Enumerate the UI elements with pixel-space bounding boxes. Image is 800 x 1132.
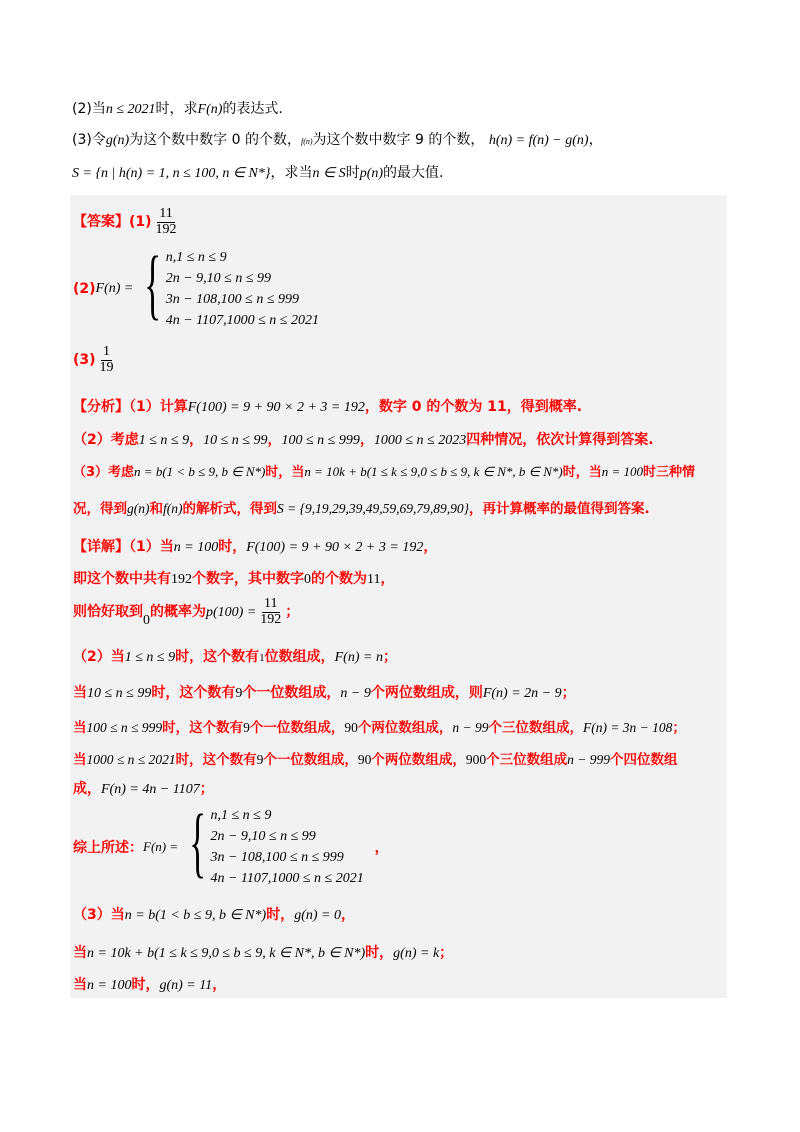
math: 1 ≤ n ≤ 9: [124, 650, 176, 665]
case-row: 2n − 9,10 ≤ n ≤ 99: [165, 271, 272, 286]
detail-line-12: [73, 974, 226, 994]
math: g(n) = k: [393, 946, 440, 961]
text: ；: [382, 649, 397, 665]
summary-cases: [183, 798, 364, 889]
math: 1000 ≤ n ≤ 2023: [373, 433, 467, 448]
math: n − 999: [567, 752, 610, 767]
text: 当: [73, 685, 87, 701]
text: ；: [561, 685, 576, 701]
q3-g-desc: 为这个数中数字 0 的个数，: [129, 132, 301, 148]
answer-1-tag: (1): [129, 214, 152, 231]
text: 个三位数组成: [486, 752, 568, 768]
q3-mid: ，求当: [270, 165, 313, 181]
math: n = 100: [87, 978, 132, 993]
text: 时，当: [265, 465, 305, 480]
text: ，: [212, 977, 227, 993]
detail-line-5: [73, 682, 576, 702]
fraction-numerator: 1: [103, 344, 111, 359]
math: 10 ≤ n ≤ 99: [203, 433, 268, 448]
text: 个四位数组: [609, 752, 678, 768]
fraction-numerator: 11: [264, 596, 278, 611]
fraction-denominator: 19: [99, 359, 114, 375]
math: 100 ≤ n ≤ 999: [86, 720, 163, 735]
math: 1000 ≤ n ≤ 2021: [86, 752, 176, 767]
text: 时，: [131, 977, 160, 993]
answer-1-fraction: [154, 207, 179, 237]
math: n = 10k + b(1 ≤ k ≤ 9,0 ≤ b ≤ 9, k ∈ N*, b ∈ N*): [87, 946, 366, 961]
analysis-line-1: [73, 396, 582, 416]
text: 个两位数组成，: [371, 752, 466, 768]
text: 位数组成，: [264, 649, 335, 665]
text: （1）计算: [129, 399, 188, 415]
q3-p: p(n): [359, 166, 384, 181]
text: 时，: [365, 945, 394, 961]
math: n − 9: [340, 686, 371, 701]
math: F(n) = 4n − 1107: [101, 782, 200, 797]
analysis-label: 【分析】: [73, 399, 129, 415]
text: ，: [380, 571, 395, 587]
text: 当: [73, 977, 87, 993]
case-row: 4n − 1107,1000 ≤ n ≤ 2021: [165, 313, 319, 328]
detail-line-11: [73, 942, 453, 962]
text: ；: [439, 945, 454, 961]
math: F(n) = n: [334, 650, 383, 665]
text: ，: [267, 432, 282, 448]
q3-mid2: 时: [345, 165, 360, 181]
case-row: n,1 ≤ n ≤ 9: [210, 808, 272, 823]
math: 9: [256, 752, 264, 767]
q3-f-desc: 为这个数中数字 9 的个数，: [312, 132, 485, 148]
question-3-set: [72, 162, 443, 182]
detail-fraction: [258, 597, 283, 627]
left-brace-icon: {: [144, 240, 162, 327]
solution-panel: [70, 195, 727, 998]
text: 时三种情: [643, 465, 696, 480]
text: 即这个数中共有: [73, 571, 171, 587]
text: ，数字 0 的个数为 11，得到概率.: [364, 399, 583, 415]
text: 个三位数组成，: [488, 720, 583, 736]
case-row: 2n − 9,10 ≤ n ≤ 99: [210, 829, 316, 844]
answer-label: 【答案】: [73, 214, 129, 231]
math: n − 99: [452, 720, 489, 735]
math: f(n): [163, 501, 183, 516]
math: 10 ≤ n ≤ 99: [87, 686, 152, 701]
text: 时，: [266, 907, 295, 923]
question-3: [72, 129, 603, 149]
q2-mid: 时，求: [155, 101, 198, 117]
math: S = {9,19,29,39,49,59,69,79,89,90}: [277, 501, 470, 516]
math: g(n): [127, 501, 150, 516]
fraction-denominator: 192: [260, 611, 282, 627]
detail-line-10: [73, 904, 355, 924]
text: （2）考虑: [73, 432, 139, 448]
text: 四种情况，依次计算得到答案.: [466, 432, 654, 448]
text: 时，这个数有: [151, 685, 236, 701]
math: 192: [171, 572, 192, 587]
detail-line-2: [73, 568, 394, 588]
analysis-line-2: [73, 429, 654, 449]
answer-2-tag: (2): [73, 281, 96, 297]
detail-summary: [73, 798, 389, 889]
text: 个一位数组成，: [242, 685, 341, 701]
fraction-denominator: 192: [155, 221, 177, 237]
answer-2-lhs: F(n) =: [95, 281, 134, 296]
math: 90: [357, 752, 372, 767]
fraction-numerator: 11: [159, 206, 173, 221]
text: 当: [73, 720, 87, 736]
text: 当: [73, 752, 87, 768]
analysis-line-4: [73, 497, 650, 517]
answer-1: [73, 207, 181, 237]
math: g(n) = 0: [294, 908, 341, 923]
text: ，: [340, 907, 355, 923]
text: 时，这个数有: [162, 720, 244, 736]
answer-2-cases: [138, 240, 319, 331]
summary-lhs: F(n) =: [143, 839, 179, 854]
q3-comma: ，: [588, 132, 603, 148]
analysis-line-3: [73, 461, 695, 480]
text: 的概率为: [150, 604, 206, 621]
q3-suffix: 的最大值.: [383, 165, 444, 181]
q3-g: g(n): [105, 133, 130, 148]
detail-line-6: [73, 716, 686, 736]
math: F(n) = 2n − 9: [482, 686, 562, 701]
math: 11: [367, 572, 381, 587]
summary-tail: ，: [374, 840, 389, 856]
detail-label: 【详解】: [73, 539, 129, 555]
q3-f: f(n): [300, 137, 313, 146]
case-row: n,1 ≤ n ≤ 9: [165, 250, 227, 265]
math: p(100) =: [206, 605, 257, 621]
math: g(n) = 11: [159, 978, 213, 993]
text: ，再计算概率的最值得到答案.: [469, 501, 650, 517]
text: 个一位数组成，: [263, 752, 358, 768]
math: 100 ≤ n ≤ 999: [281, 433, 360, 448]
left-brace-icon: {: [189, 798, 207, 885]
detail-line-3: [73, 597, 299, 627]
answer-3-fraction: [98, 345, 116, 375]
text: 个一位数组成，: [249, 720, 345, 736]
math: n = b(1 < b ≤ 9, b ∈ N*): [124, 908, 267, 923]
case-row: 4n − 1107,1000 ≤ n ≤ 2021: [210, 871, 364, 886]
text: （1）当: [129, 539, 174, 555]
math: 9: [243, 720, 250, 735]
text: 的解析式，得到: [182, 501, 277, 517]
text: （3）当: [73, 907, 125, 923]
text: ，: [359, 432, 374, 448]
case-row: 3n − 108,100 ≤ n ≤ 999: [165, 292, 300, 307]
text: 时，: [218, 539, 247, 555]
text: 的个数为: [311, 571, 367, 587]
text: 个两位数组成，: [357, 720, 453, 736]
detail-line-1: [73, 536, 437, 556]
math: n = 100: [601, 464, 643, 479]
text: 则恰好取到: [73, 604, 143, 621]
text: 和: [149, 501, 163, 517]
summary-label: 综上所述：: [73, 840, 143, 856]
text: （2）当: [73, 649, 125, 665]
text: 当: [73, 945, 87, 961]
q3-h: h(n) = f(n) − g(n): [488, 133, 589, 148]
q2-suffix: 的表达式.: [222, 101, 283, 117]
q2-cond: n ≤ 2021: [105, 102, 156, 117]
text: ，: [423, 539, 438, 555]
math: 90: [344, 720, 358, 735]
text: ；: [285, 604, 300, 621]
answer-2: [73, 240, 319, 331]
q2-prefix: (2)当: [72, 101, 106, 117]
math: n = 100: [173, 540, 219, 555]
math: 1 ≤ n ≤ 9: [138, 433, 190, 448]
text: ，: [189, 432, 204, 448]
text: 时，这个数有: [175, 649, 260, 665]
math: n = 10k + b(1 ≤ k ≤ 9,0 ≤ b ≤ 9, k ∈ N*, b ∈ N*): [304, 464, 563, 479]
math: 0: [143, 613, 150, 629]
text: 个数字，其中数字: [192, 571, 304, 587]
q3-cond: n ∈ S: [312, 166, 346, 181]
text: 成，: [73, 781, 101, 797]
math: 9: [235, 686, 243, 701]
math: F(100) = 9 + 90 × 2 + 3 = 192: [187, 400, 365, 415]
text: （3）考虑: [73, 465, 135, 480]
q2-fn: F(n): [197, 102, 223, 117]
detail-line-7: [73, 748, 677, 768]
math: n = b(1 < b ≤ 9, b ∈ N*): [134, 464, 266, 479]
math: 0: [304, 572, 311, 587]
text: 况，得到: [73, 501, 127, 517]
math: F(100) = 9 + 90 × 2 + 3 = 192: [246, 540, 424, 555]
detail-line-4: [73, 646, 397, 666]
q3-set: S = {n | h(n) = 1, n ≤ 100, n ∈ N*}: [72, 166, 271, 181]
text: 时，这个数有: [175, 752, 257, 768]
detail-line-8: [73, 778, 214, 798]
text: 时，当: [562, 465, 602, 480]
answer-3-tag: (3): [73, 352, 96, 369]
answer-3: [73, 345, 118, 375]
question-2: [72, 98, 283, 118]
text: ；: [672, 720, 686, 736]
math: F(n) = 3n − 108: [582, 720, 673, 735]
case-row: 3n − 108,100 ≤ n ≤ 999: [210, 850, 344, 865]
math: 900: [465, 752, 487, 767]
text: 个两位数组成，则: [370, 685, 483, 701]
q3-prefix: (3)令: [72, 132, 106, 148]
text: ；: [199, 781, 214, 797]
math: 1: [259, 652, 265, 664]
